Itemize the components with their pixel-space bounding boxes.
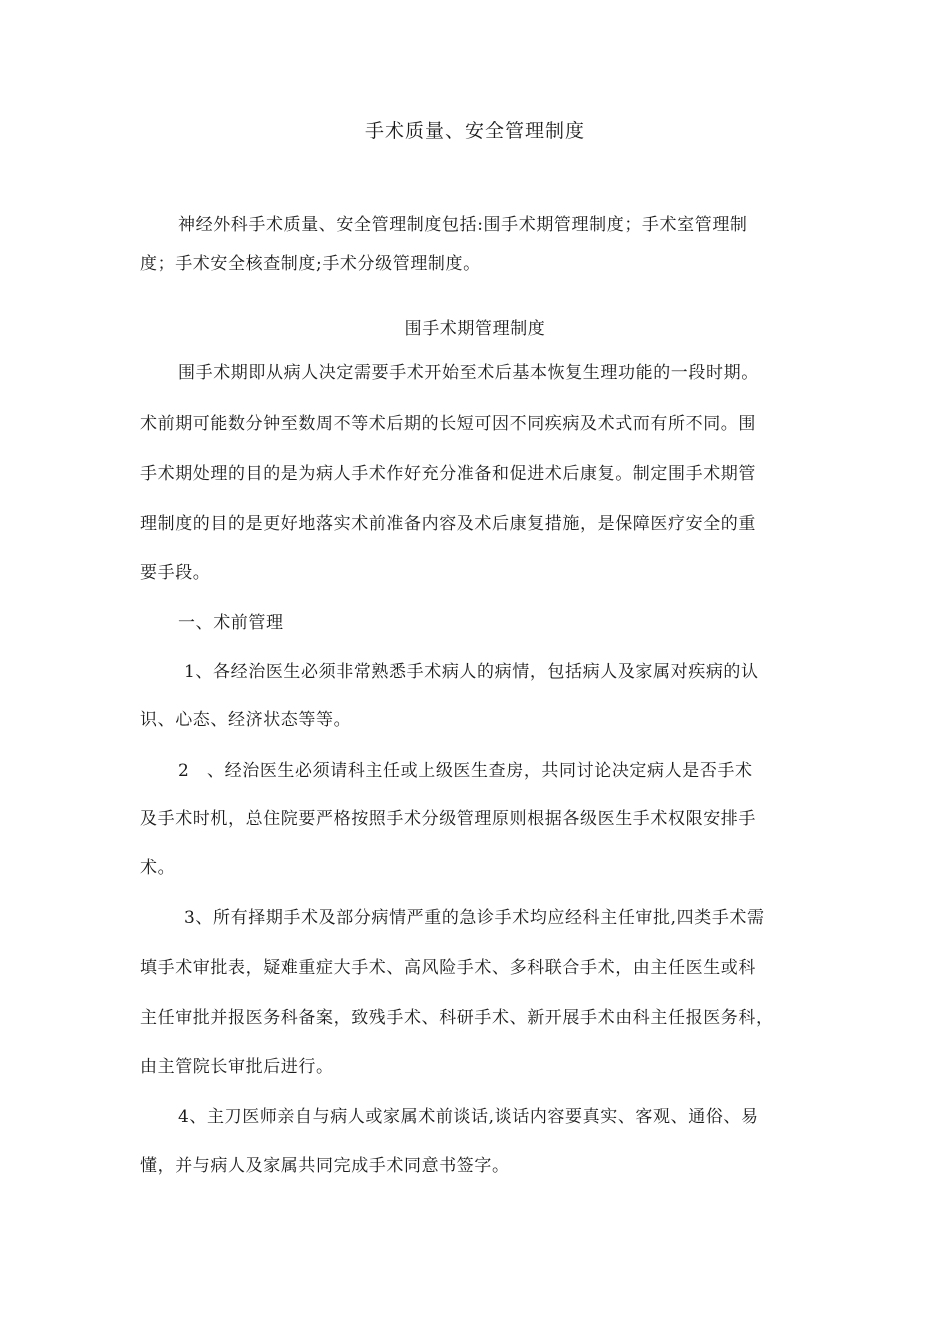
item-2-line-2: 及手术时机，总住院要严格按照手术分级管理原则根据各级医生手术权限安排手 bbox=[140, 809, 756, 829]
intro-line-1: 神经外科手术质量、安全管理制度包括:围手术期管理制度；手术室管理制 bbox=[178, 215, 748, 235]
item-3-line-1: 3、所有择期手术及部分病情严重的急诊手术均应经科主任审批,四类手术需 bbox=[184, 908, 765, 928]
item-1-line-1: 1、各经治医生必须非常熟悉手术病人的病情，包括病人及家属对疾病的认 bbox=[184, 662, 759, 682]
item-4-line-2: 懂，并与病人及家属共同完成手术同意书签字。 bbox=[140, 1156, 510, 1176]
section-title: 围手术期管理制度 bbox=[404, 319, 546, 339]
item-3-line-3: 主任审批并报医务科备案，致残手术、科研手术、新开展手术由科主任报医务科， bbox=[140, 1008, 774, 1028]
item-3-line-2: 填手术审批表，疑难重症大手术、高风险手术、多科联合手术，由主任医生或科 bbox=[140, 958, 756, 978]
item-2-line-1: 2 、经治医生必须请科主任或上级医生查房，共同讨论决定病人是否手术 bbox=[178, 761, 753, 781]
section-intro-line-4: 理制度的目的是更好地落实术前准备内容及术后康复措施，是保障医疗安全的重 bbox=[140, 514, 756, 534]
document-title: 手术质量、安全管理制度 bbox=[364, 120, 585, 142]
section-intro-line-2: 术前期可能数分钟至数周不等术后期的长短可因不同疾病及术式而有所不同。围 bbox=[140, 414, 756, 434]
item-2-line-3: 术。 bbox=[140, 858, 176, 878]
item-1-line-2: 识、心态、经济状态等等。 bbox=[140, 710, 352, 730]
item-4-line-1: 4、主刀医师亲自与病人或家属术前谈话,谈话内容要真实、客观、通俗、易 bbox=[178, 1107, 759, 1127]
item-3-line-4: 由主管院长审批后进行。 bbox=[140, 1057, 334, 1077]
section-intro-line-5: 要手段。 bbox=[140, 563, 211, 583]
section-intro-line-1: 围手术期即从病人决定需要手术开始至术后基本恢复生理功能的一段时期。 bbox=[178, 363, 759, 383]
heading-preop: 一、术前管理 bbox=[178, 613, 284, 633]
section-intro-line-3: 手术期处理的目的是为病人手术作好充分准备和促进术后康复。制定围手术期管 bbox=[140, 464, 756, 484]
intro-line-2: 度；手术安全核查制度;手术分级管理制度。 bbox=[140, 254, 481, 274]
